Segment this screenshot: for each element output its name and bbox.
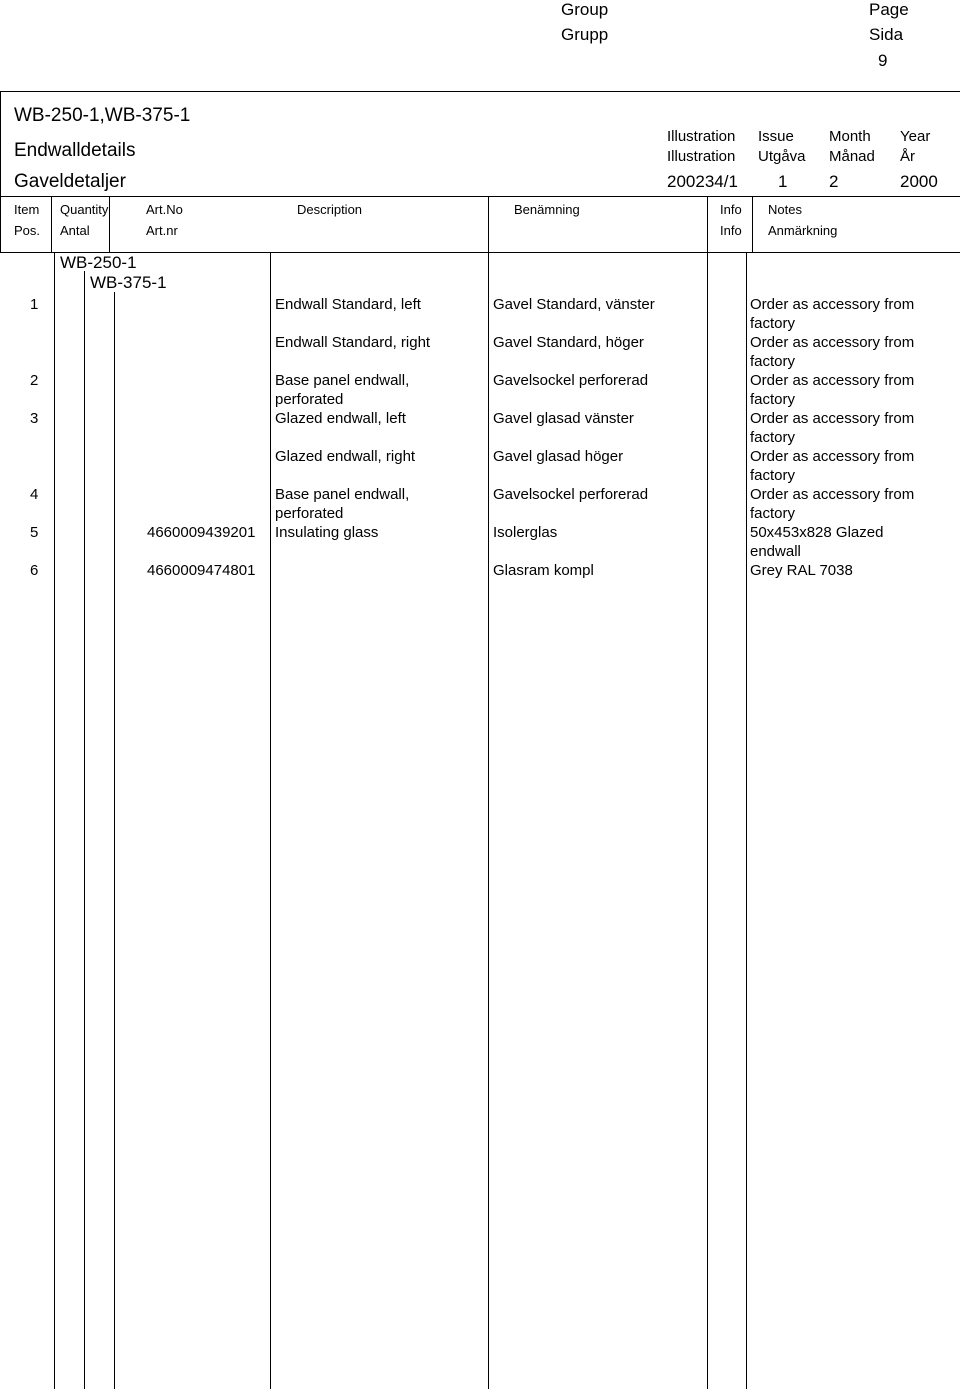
col-divider-2: [109, 196, 110, 252]
col-benamning: Benämning: [514, 202, 580, 217]
issue-label-sv: Utgåva: [758, 148, 806, 165]
row-artno: 4660009439201: [147, 524, 256, 541]
col-artno: Art.No: [146, 202, 183, 217]
col-antal: Antal: [60, 223, 90, 238]
group-label: Group: [561, 0, 609, 19]
row-description: Glazed endwall, left: [275, 410, 406, 427]
variant-label-1: WB-250-1: [60, 253, 137, 272]
issue-label-en: Issue: [758, 128, 794, 145]
row-description: Endwall Standard, right: [275, 334, 431, 351]
header-top-border: [0, 91, 960, 92]
col-item: Item: [14, 202, 40, 217]
row-benamning: Gavelsockel perforerad: [493, 486, 649, 503]
row-pos: 1: [30, 296, 39, 313]
month-value: 2: [829, 172, 839, 191]
row-pos: 3: [30, 410, 39, 427]
variant-label-2: WB-375-1: [90, 273, 167, 292]
page-label: Page: [869, 0, 909, 19]
year-label-en: Year: [900, 128, 931, 145]
row-description: Endwall Standard, left: [275, 296, 421, 313]
row-notes: Order as accessory from factory: [750, 334, 915, 370]
row-description: Base panel endwall, perforated: [275, 486, 410, 522]
grid-line-pos: [54, 252, 55, 1389]
col-quantity: Quantity: [60, 202, 109, 217]
col-divider-3: [488, 196, 489, 252]
grupp-label: Grupp: [561, 25, 609, 44]
illustration-value: 200234/1: [667, 172, 738, 191]
grid-line-artno: [270, 252, 271, 1389]
row-benamning: Gavelsockel perforerad: [493, 372, 649, 389]
col-info: Info: [720, 202, 742, 217]
table-header-bottom: [0, 252, 960, 253]
row-artno: 4660009474801: [147, 562, 256, 579]
title-en: Endwalldetails: [14, 140, 136, 161]
header-divider: [0, 196, 960, 197]
col-description: Description: [297, 202, 363, 217]
row-notes: 50x453x828 Glazed endwall: [750, 524, 884, 560]
year-label-sv: År: [900, 148, 915, 165]
row-notes: Order as accessory from factory: [750, 372, 915, 408]
title-sv: Gaveldetaljer: [14, 171, 126, 192]
illustration-label-en: Illustration: [667, 128, 736, 145]
grid-line-variant-1: [84, 271, 85, 1389]
row-benamning: Gavel glasad vänster: [493, 410, 634, 427]
row-notes: Grey RAL 7038: [750, 562, 853, 579]
col-notes: Notes: [768, 202, 802, 217]
row-benamning: Gavel Standard, höger: [493, 334, 644, 351]
row-notes: Order as accessory from factory: [750, 296, 915, 332]
col-artnr: Art.nr: [146, 223, 178, 238]
grid-line-info: [746, 252, 747, 1389]
row-benamning: Isolerglas: [493, 524, 558, 541]
row-pos: 5: [30, 524, 39, 541]
row-description: Base panel endwall, perforated: [275, 372, 410, 408]
month-label-en: Month: [829, 128, 871, 145]
row-notes: Order as accessory from factory: [750, 448, 915, 484]
row-benamning: Gavel glasad höger: [493, 448, 624, 465]
row-notes: Order as accessory from factory: [750, 486, 915, 522]
col-divider-4: [707, 196, 708, 252]
year-value: 2000: [900, 172, 938, 191]
col-anmarkning: Anmärkning: [768, 223, 838, 238]
grid-line-variant-2: [114, 292, 115, 1389]
page-number: 9: [878, 51, 888, 70]
row-pos: 4: [30, 486, 39, 503]
row-pos: 2: [30, 372, 39, 389]
header-left-border: [0, 91, 1, 252]
row-description: Glazed endwall, right: [275, 448, 416, 465]
col-divider-1: [51, 196, 52, 252]
model-title: WB-250-1,WB-375-1: [14, 105, 191, 126]
grid-line-desc: [488, 252, 489, 1389]
row-benamning: Glasram kompl: [493, 562, 594, 579]
sida-label: Sida: [869, 25, 904, 44]
grid-line-ben: [707, 252, 708, 1389]
illustration-label-sv: Illustration: [667, 148, 736, 165]
row-pos: 6: [30, 562, 39, 579]
row-benamning: Gavel Standard, vänster: [493, 296, 655, 313]
month-label-sv: Månad: [829, 148, 875, 165]
col-divider-5: [752, 196, 753, 252]
col-pos: Pos.: [14, 223, 41, 238]
row-description: Insulating glass: [275, 524, 379, 541]
issue-value: 1: [778, 172, 788, 191]
col-info-sv: Info: [720, 223, 742, 238]
row-notes: Order as accessory from factory: [750, 410, 915, 446]
